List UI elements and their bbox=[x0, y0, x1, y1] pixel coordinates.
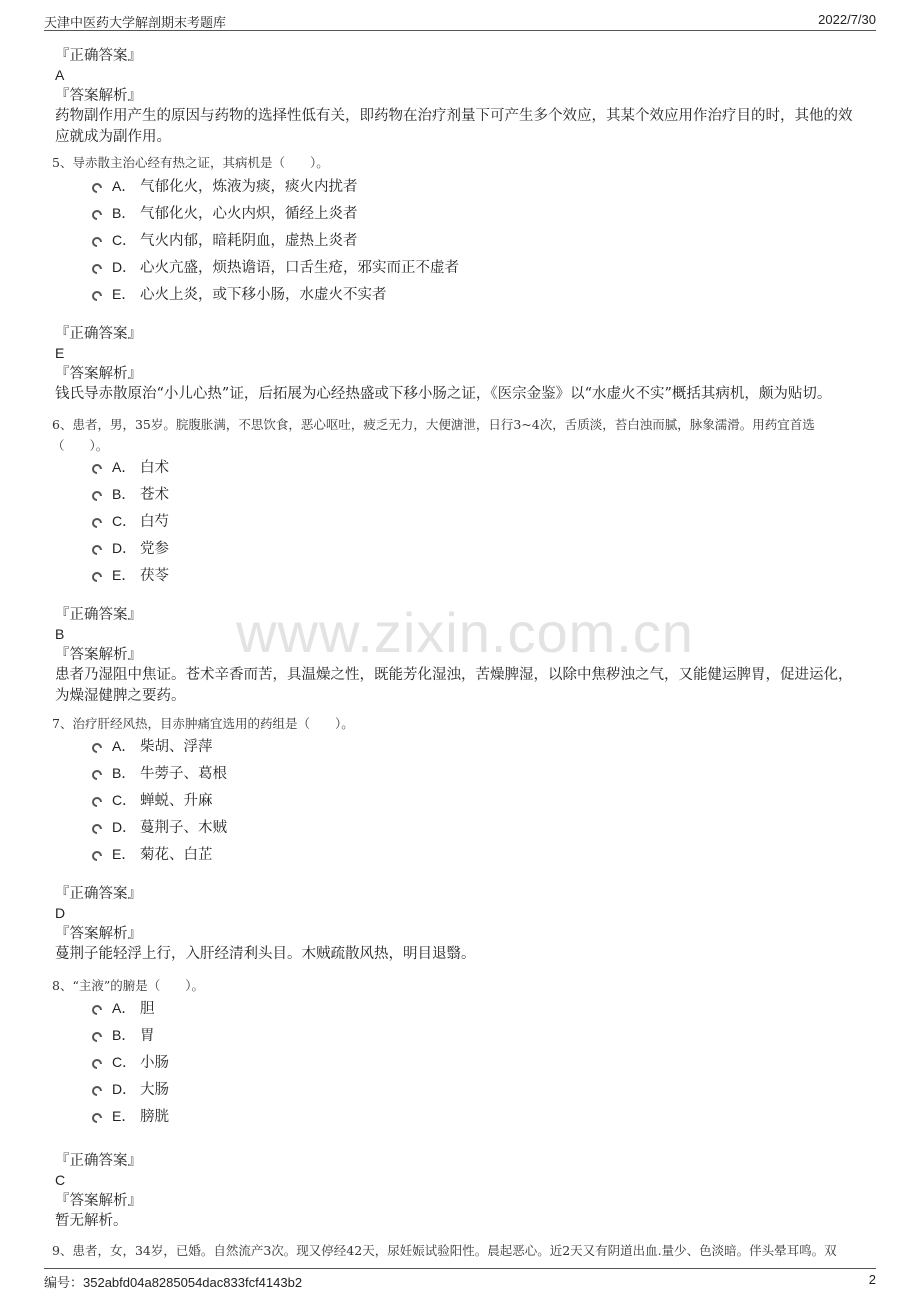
option-b[interactable]: B． 胃 bbox=[92, 1021, 169, 1048]
correct-answer-label: 『正确答案』 bbox=[55, 607, 142, 623]
analysis-text: 蔓荆子能轻浮上行，入肝经清利头目。木贼疏散风热，明目退翳。 bbox=[55, 946, 476, 962]
option-c[interactable]: C． 气火内郁，暗耗阴血，虚热上炎者 bbox=[92, 226, 459, 253]
analysis-label: 『答案解析』 bbox=[55, 1193, 142, 1209]
radio-icon[interactable] bbox=[92, 264, 102, 274]
q5-options bbox=[92, 172, 459, 307]
option-e[interactable]: E． 茯苓 bbox=[92, 561, 169, 588]
option-b[interactable]: B． 苍术 bbox=[92, 480, 169, 507]
radio-icon[interactable] bbox=[92, 518, 102, 528]
correct-answer-value: B bbox=[55, 626, 65, 642]
page-number: 2 bbox=[868, 1272, 876, 1287]
radio-icon[interactable] bbox=[92, 824, 102, 834]
radio-icon[interactable] bbox=[92, 1113, 102, 1123]
analysis-label: 『答案解析』 bbox=[55, 88, 142, 104]
correct-answer-label: 『正确答案』 bbox=[55, 1153, 142, 1169]
q7-options bbox=[92, 732, 227, 867]
question-stem: 8、“主液”的腑是（ ）。 bbox=[52, 978, 204, 993]
radio-icon[interactable] bbox=[92, 743, 102, 753]
radio-icon[interactable] bbox=[92, 491, 102, 501]
analysis-text: 药物副作用产生的原因与药物的选择性低有关，即药物在治疗剂量下可产生多个效应，其某个效应用作治疗目的时，其他的效应就成为副作用。 bbox=[55, 108, 853, 145]
document-code: 编号：352abfd04a8285054dac833fcf4143b2 bbox=[44, 1275, 303, 1291]
radio-icon[interactable] bbox=[92, 1059, 102, 1069]
radio-icon[interactable] bbox=[92, 1005, 102, 1015]
q8-answer-section bbox=[55, 1151, 865, 1232]
analysis-label: 『答案解析』 bbox=[55, 366, 142, 382]
question-stem: 5、导赤散主治心经有热之证，其病机是（ ）。 bbox=[52, 155, 329, 170]
question-stem: 6、患者，男，35岁。脘腹胀满，不思饮食，恶心呕吐，疲乏无力，大便溏泄，日行3~4次，舌质淡，苔白浊而腻，脉象濡滑。用药宜首选（ ）。 bbox=[52, 417, 815, 453]
document-title: 天津中医药大学解剖期末考题库 bbox=[44, 16, 227, 31]
correct-answer-label: 『正确答案』 bbox=[55, 886, 142, 902]
option-e[interactable]: E． 膀胱 bbox=[92, 1102, 169, 1129]
option-a[interactable]: A． 白术 bbox=[92, 453, 169, 480]
q4-answer-section bbox=[55, 46, 865, 148]
radio-icon[interactable] bbox=[92, 291, 102, 301]
option-d[interactable]: D． 大肠 bbox=[92, 1075, 169, 1102]
correct-answer-value: C bbox=[55, 1172, 66, 1188]
option-a[interactable]: A． 气郁化火，炼液为痰，痰火内扰者 bbox=[92, 172, 459, 199]
radio-icon[interactable] bbox=[92, 572, 102, 582]
page-footer bbox=[44, 1268, 876, 1289]
option-c[interactable]: C． 小肠 bbox=[92, 1048, 169, 1075]
correct-answer-label: 『正确答案』 bbox=[55, 326, 142, 342]
option-d[interactable]: D． 心火亢盛，烦热谵语，口舌生疮，邪实而正不虚者 bbox=[92, 253, 459, 280]
option-c[interactable]: C． 白芍 bbox=[92, 507, 169, 534]
document-date: 2022/7/30 bbox=[818, 12, 876, 27]
option-e[interactable]: E． 心火上炎，或下移小肠，水虚火不实者 bbox=[92, 280, 459, 307]
correct-answer-value: A bbox=[55, 67, 65, 83]
q7-answer-section bbox=[55, 884, 865, 965]
analysis-text: 暂无解析。 bbox=[55, 1213, 128, 1229]
q8-options bbox=[92, 994, 169, 1129]
option-b[interactable]: B． 牛蒡子、葛根 bbox=[92, 759, 227, 786]
option-b[interactable]: B． 气郁化火，心火内炽，循经上炎者 bbox=[92, 199, 459, 226]
page-header bbox=[44, 10, 876, 31]
radio-icon[interactable] bbox=[92, 1032, 102, 1042]
watermark: www.zixin.com.cn bbox=[236, 601, 694, 664]
radio-icon[interactable] bbox=[92, 237, 102, 247]
option-c[interactable]: C． 蝉蜕、升麻 bbox=[92, 786, 227, 813]
correct-answer-value: E bbox=[55, 345, 65, 361]
analysis-label: 『答案解析』 bbox=[55, 647, 142, 663]
analysis-text: 钱氏导赤散原治“小儿心热”证，后拓展为心经热盛或下移小肠之证，《医宗金鉴》以“水虚火不实”概括其病机，颇为贴切。 bbox=[55, 386, 832, 402]
question-stem: 9、患者，女，34岁，已婚。自然流产3次。现又停经42天，尿妊娠试验阳性。晨起恶心。近2天又有阴道出血.量少、色淡暗。伴头晕耳鸣。双 bbox=[52, 1243, 837, 1258]
q6-options bbox=[92, 453, 169, 588]
radio-icon[interactable] bbox=[92, 1086, 102, 1096]
option-d[interactable]: D． 蔓荆子、木贼 bbox=[92, 813, 227, 840]
question-stem: 7、治疗肝经风热，目赤肿痛宜选用的药组是（ ）。 bbox=[52, 716, 354, 731]
option-a[interactable]: A． 胆 bbox=[92, 994, 169, 1021]
radio-icon[interactable] bbox=[92, 770, 102, 780]
correct-answer-label: 『正确答案』 bbox=[55, 48, 142, 64]
radio-icon[interactable] bbox=[92, 545, 102, 555]
radio-icon[interactable] bbox=[92, 851, 102, 861]
radio-icon[interactable] bbox=[92, 464, 102, 474]
radio-icon[interactable] bbox=[92, 210, 102, 220]
radio-icon[interactable] bbox=[92, 183, 102, 193]
analysis-label: 『答案解析』 bbox=[55, 926, 142, 942]
analysis-text: 患者乃湿阻中焦证。苍术辛香而苦，具温燥之性，既能芳化湿浊，苦燥脾湿，以除中焦秽浊之气，又能健运脾胃，促进运化，为燥湿健脾之要药。 bbox=[55, 667, 853, 704]
correct-answer-value: D bbox=[55, 905, 66, 921]
q5-answer-section bbox=[55, 324, 865, 405]
option-d[interactable]: D． 党参 bbox=[92, 534, 169, 561]
q6-answer-section bbox=[55, 605, 865, 707]
option-a[interactable]: A． 柴胡、浮萍 bbox=[92, 732, 227, 759]
option-e[interactable]: E． 菊花、白芷 bbox=[92, 840, 227, 867]
radio-icon[interactable] bbox=[92, 797, 102, 807]
